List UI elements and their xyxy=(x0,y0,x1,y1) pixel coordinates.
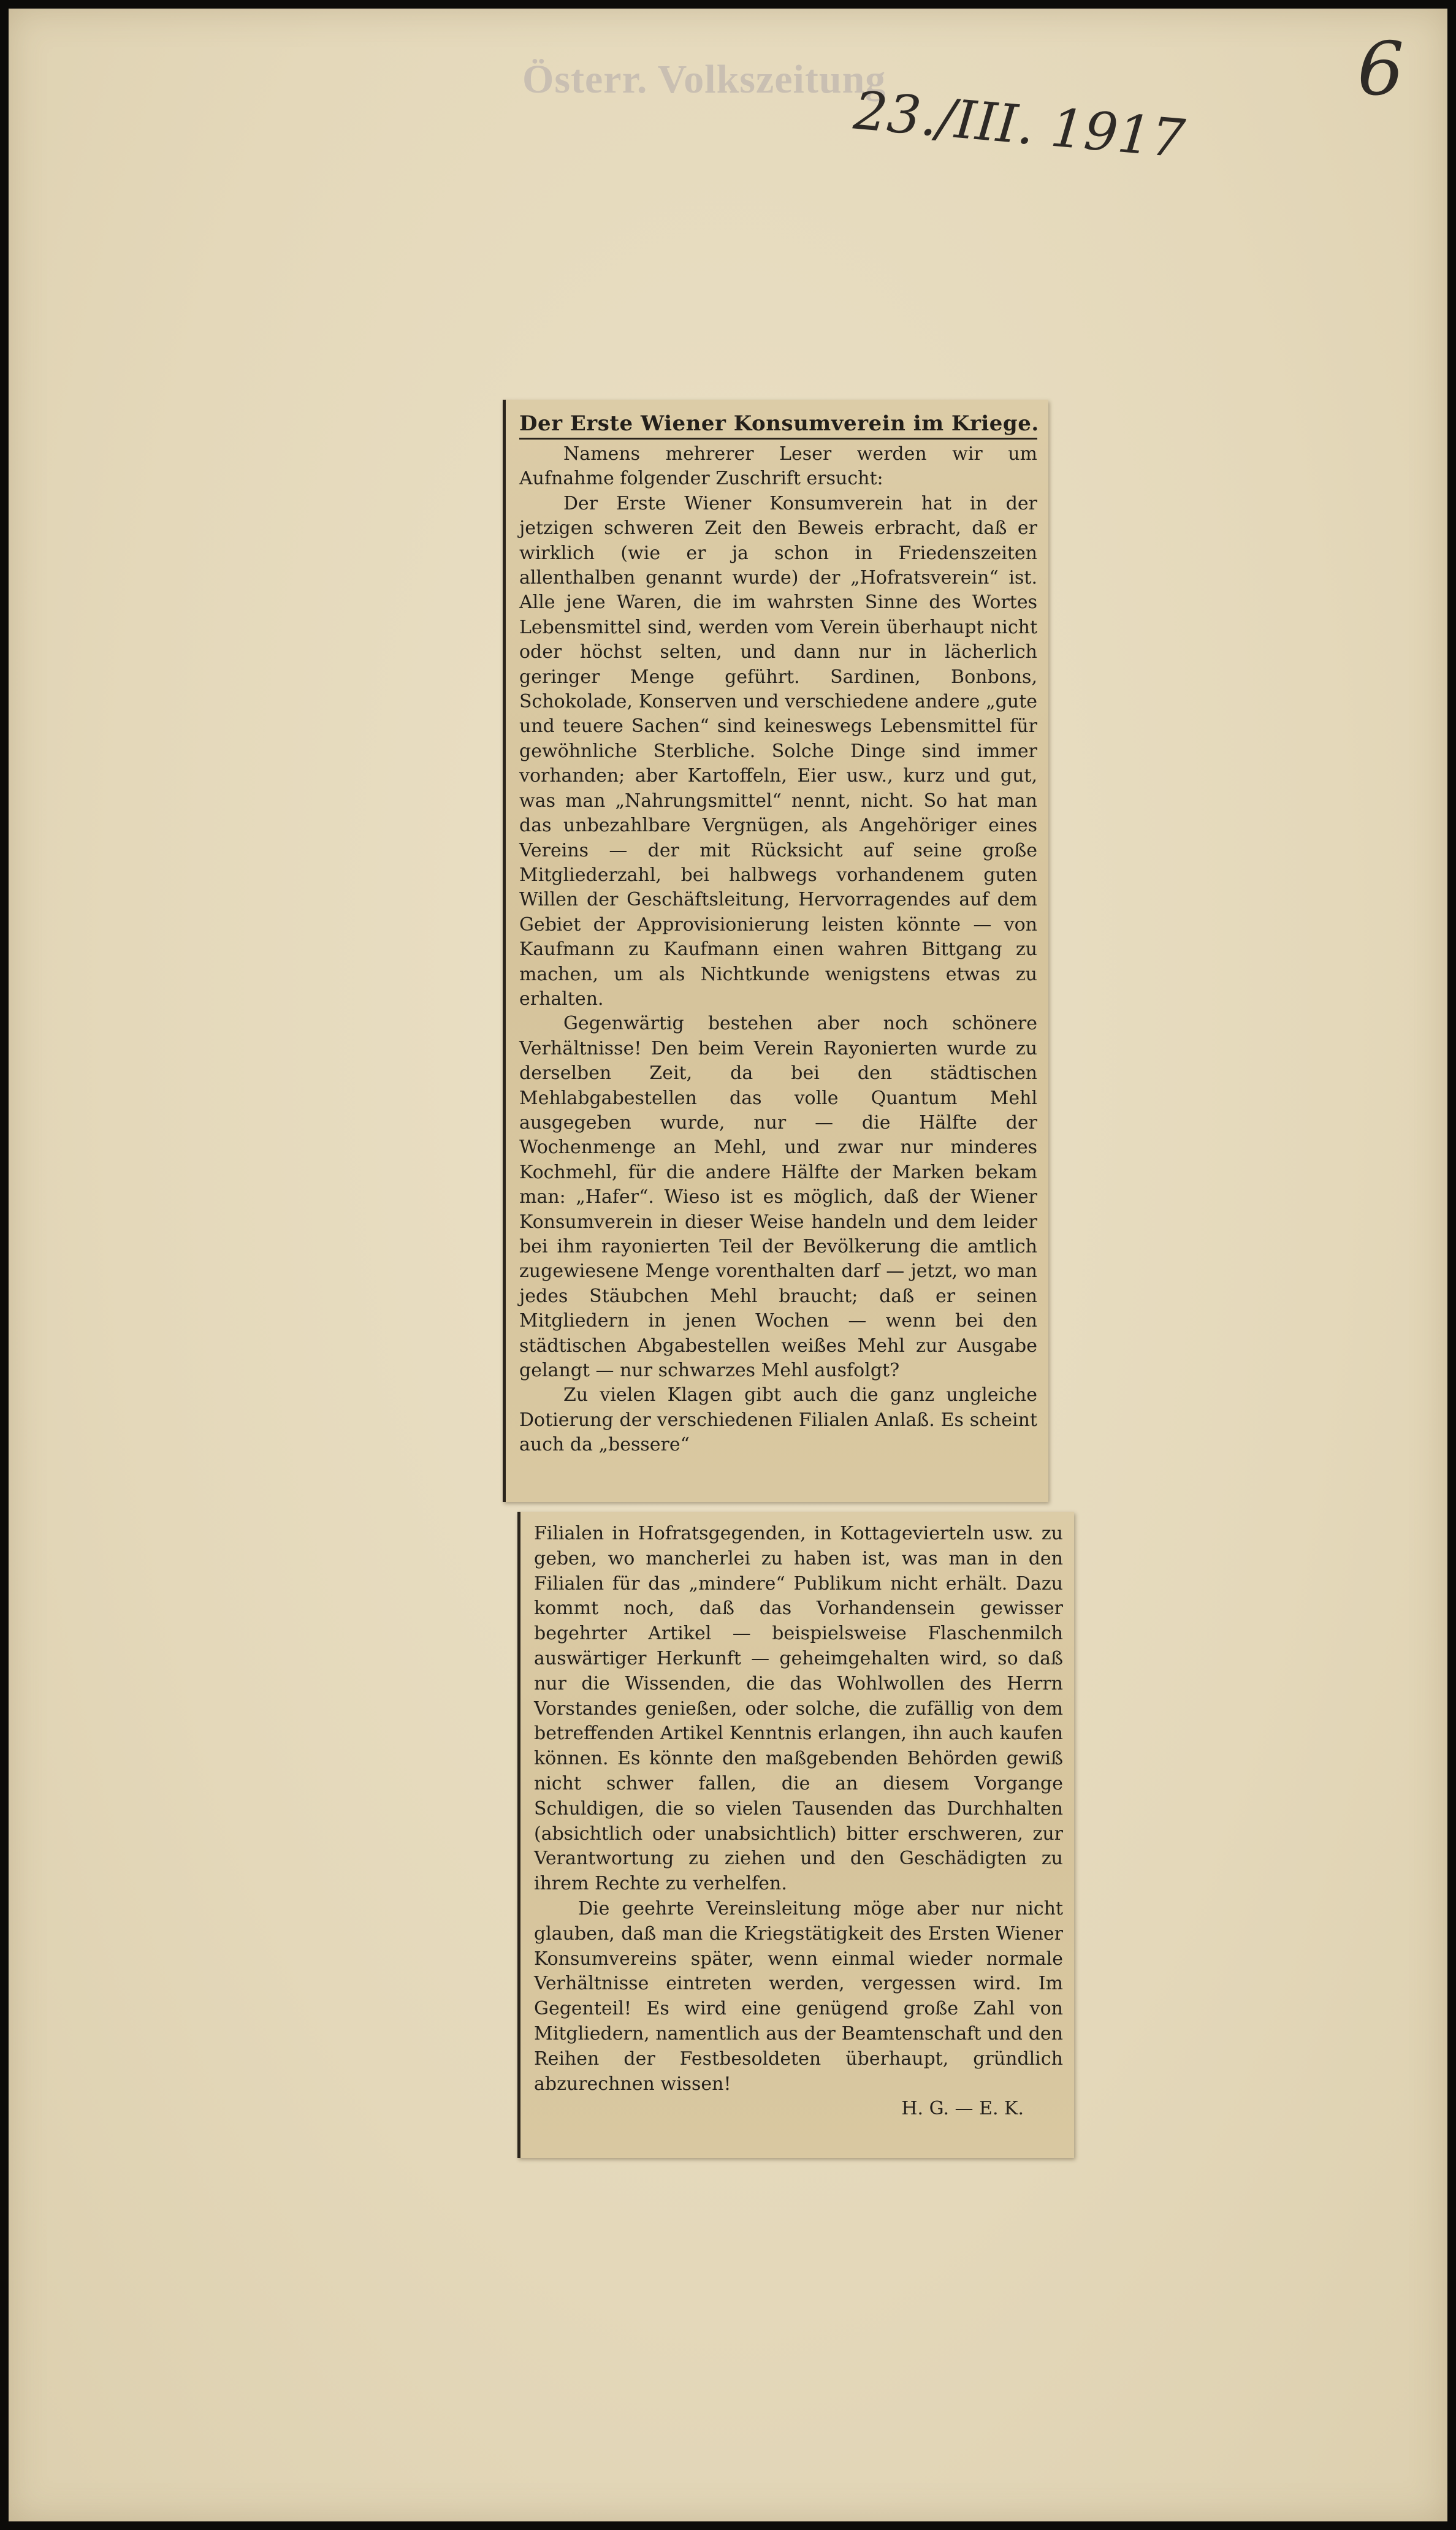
archive-source-stamp: Österr. Volkszeitung xyxy=(522,57,886,102)
newspaper-clipping-upper xyxy=(503,400,1048,1502)
handwritten-date: 23./III. 1917 xyxy=(851,80,1187,170)
folio-number: 6 xyxy=(1357,27,1405,112)
article-paragraph: Namens mehrerer Leser werden wir um Aufnahme folgender Zuschrift ersucht: xyxy=(519,443,1037,490)
article-paragraph: Filialen in Hofratsgegenden, in Kottagevierteln usw. zu geben, wo mancherlei zu haben ist, was man in den Filialen für das „mindere“ Publikum nicht erhält. Dazu kommt noch, daß das Vorhandensein gewisser begehrter Artikel — beispielsweise Flaschenmilch auswärtiger Herkunft — geheimgehalten wird, so daß nur die Wissenden, die das Wohlwollen des Herrn Vorstandes genießen, oder solche, die zufällig von dem betreffenden Artikel Kenntnis erlangen, ihn auch kaufen können. Es könnte den maßgebenden Behörden gewiß nicht schwer fallen, die an diesem Vorgange Schuldigen, die so vielen Tausenden das Durchhalten (absichtlich oder unabsichtlich) bitter erschweren, zur Verantwortung zu ziehen und den Geschädigten zu ihrem Rechte zu verhelfen. xyxy=(534,1523,1063,1895)
archive-sheet xyxy=(9,9,1447,2521)
article-signature: H. G. — E. K. xyxy=(901,2098,1024,2120)
article-paragraph: Zu vielen Klagen gibt auch die ganz ungleiche Dotierung der verschiedenen Filialen Anlaß. Es scheint auch da „bessere“ xyxy=(519,1384,1037,1456)
article-paragraph: Die geehrte Vereinsleitung möge aber nur nicht glauben, daß man die Kriegstätigkeit des Ersten Wiener Konsumvereins später, wenn einmal wieder normale Verhältnisse eintreten werden, vergessen wird. Im Gegenteil! Es wird eine genügend große Zahl von Mitgliedern, namentlich aus der Beamtenschaft und den Reihen der Festbesoldeten überhaupt, gründlich abzurechnen wissen! xyxy=(534,1897,1063,2095)
article-paragraph: Gegenwärtig bestehen aber noch schönere Verhältnisse! Den beim Verein Rayonierten wurde zu derselben Zeit, da bei den städtischen Mehlabgabestellen das volle Quantum Mehl ausgegeben wurde, nur — die Hälfte der Wochenmenge an Mehl, und zwar nur minderes Kochmehl, für die andere Hälfte der Marken bekam man: „Hafer“. Wieso ist es möglich, daß der Wiener Konsumverein in dieser Weise handeln und dem leider bei ihm rayonierten Teil der Bevölkerung die amtlich zugewiesene Menge vorenthalten darf — jetzt, wo man jedes Stäubchen Mehl braucht; daß er seinen Mitgliedern in jenen Wochen — wenn bei den städtischen Abgabestellen weißes Mehl zur Ausgabe gelangt — nur schwarzes Mehl ausfolgt? xyxy=(519,1013,1037,1382)
article-headline: Der Erste Wiener Konsumverein im Kriege. xyxy=(519,410,1037,440)
article-paragraph: Der Erste Wiener Konsumverein hat in der jetzigen schweren Zeit den Beweis erbracht, daß er wirklich (wie er ja schon in Friedenszeiten allenthalben genannt wurde) der „Hofratsverein“ ist. Alle jene Waren, die im wahrsten Sinne des Wortes Lebensmittel sind, werden vom Verein überhaupt nicht oder höchst selten, und dann nur in lächerlich geringer Menge geführt. Sardinen, Bonbons, Schokolade, Konserven und verschiedene andere „gute und teuere Sachen“ sind keineswegs Lebensmittel für gewöhnliche Sterbliche. Solche Dinge sind immer vorhanden; aber Kartoffeln, Eier usw., kurz und gut, was man „Nahrungsmittel“ nennt, nicht. So hat man das unbezahlbare Vergnügen, als Angehöriger eines Vereins — der mit Rücksicht auf seine große Mitgliederzahl, bei halbwegs vorhandenem guten Willen der Geschäftsleitung, Hervorragendes auf dem Gebiet der Approvisionierung leisten könnte — von Kaufmann zu Kaufmann einen wahren Bittgang zu machen, um als Nichtkunde wenigstens etwas zu erhalten. xyxy=(519,492,1037,1010)
newspaper-clipping-lower xyxy=(517,1512,1074,2158)
